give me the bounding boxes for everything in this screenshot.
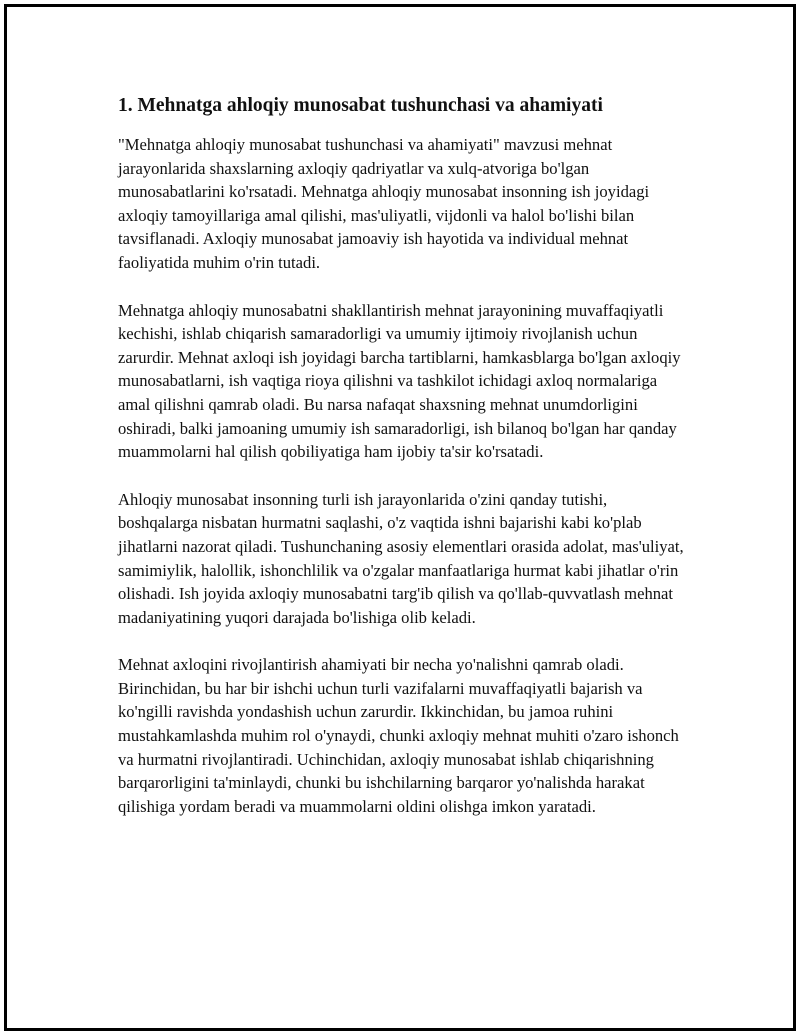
paragraph-2: Mehnatga ahloqiy munosabatni shakllantirish mehnat jarayonining muvaffaqiyatli kechishi, ishlab chiqarish samaradorligi va umumiy ijtimoiy rivojlanish uchun zarurdir. Mehnat axloqi ish joyidagi barcha tartiblarni, hamkasblarga bo'lgan axloqiy munosabatlarni, ish vaqtiga rioya qilishni va tashkilot ichidagi axloq normalariga amal qilishni qamrab oladi. Bu narsa nafaqat shaxsning mehnat unumdorligini oshiradi, balki jamoaning umumiy ish samaradorligi, ish bilanoq bo'lgan har qanday muammolarni hal qilish qobiliyatiga ham ijobiy ta'sir ko'rsatadi. — [118, 300, 681, 462]
paragraph-1: "Mehnatga ahloqiy munosabat tushunchasi va ahamiyati" mavzusi mehnat jarayonlarida shaxslarning axloqiy qadriyatlar va xulq-atvoriga bo'lgan munosabatlarini ko'rsatadi. Mehnatga ahloqiy munosabat insonning ish joyidagi axloqiy tamoyillariga amal qilishi, mas'uliyatli, vijdonli va halol bo'lishi bilan tavsiflanadi. Axloqiy munosabat jamoaviy ish hayotida va individual mehnat faoliyatida muhim o'rin tutadi. — [118, 135, 650, 272]
paragraph-3: Ahloqiy munosabat insonning turli ish jarayonlarida o'zini qanday tutishi, boshqalarga nisbatan hurmatni saqlashi, o'z vaqtida ishni bajarishi kabi ko'plab jihatlarni nazorat qiladi. Tushunchaning asosiy elementlari orasida adolat, mas'uliyat, samimiylik, halollik, ishonchlilik va o'zgalar manfaatlariga hurmat kabi jihatlar o'rin olishadi. Ish joyida axloqiy munosabatni targ'ib qilish va qo'llab-quvvatlash mehnat madaniyatining yuqori darajada bo'lishiga olib keladi. — [118, 489, 684, 627]
document-body — [118, 93, 688, 842]
paragraph-4: Mehnat axloqini rivojlantirish ahamiyati bir necha yo'nalishni qamrab oladi. Birinchidan, bu har bir ishchi uchun turli vazifalarni muvaffaqiyatli bajarish va ko'ngilli ravishda yondashish uchun zarurdir. Ikkinchidan, bu jamoa ruhini mustahkamlashda muhim rol o'ynaydi, chunki axloqiy mehnat muhiti o'zaro ishonch va hurmatni rivojlantiradi. Uchinchidan, axloqiy munosabat ishlab chiqarishning barqarorligini ta'minlaydi, chunki bu ishchilarning barqaror yo'nalishda harakat qilishiga yordam beradi va muammolarni oldini olishga imkon yaratadi. — [118, 655, 679, 816]
section-heading: 1. Mehnatga ahloqiy munosabat tushunchasi va ahamiyati — [118, 95, 603, 116]
